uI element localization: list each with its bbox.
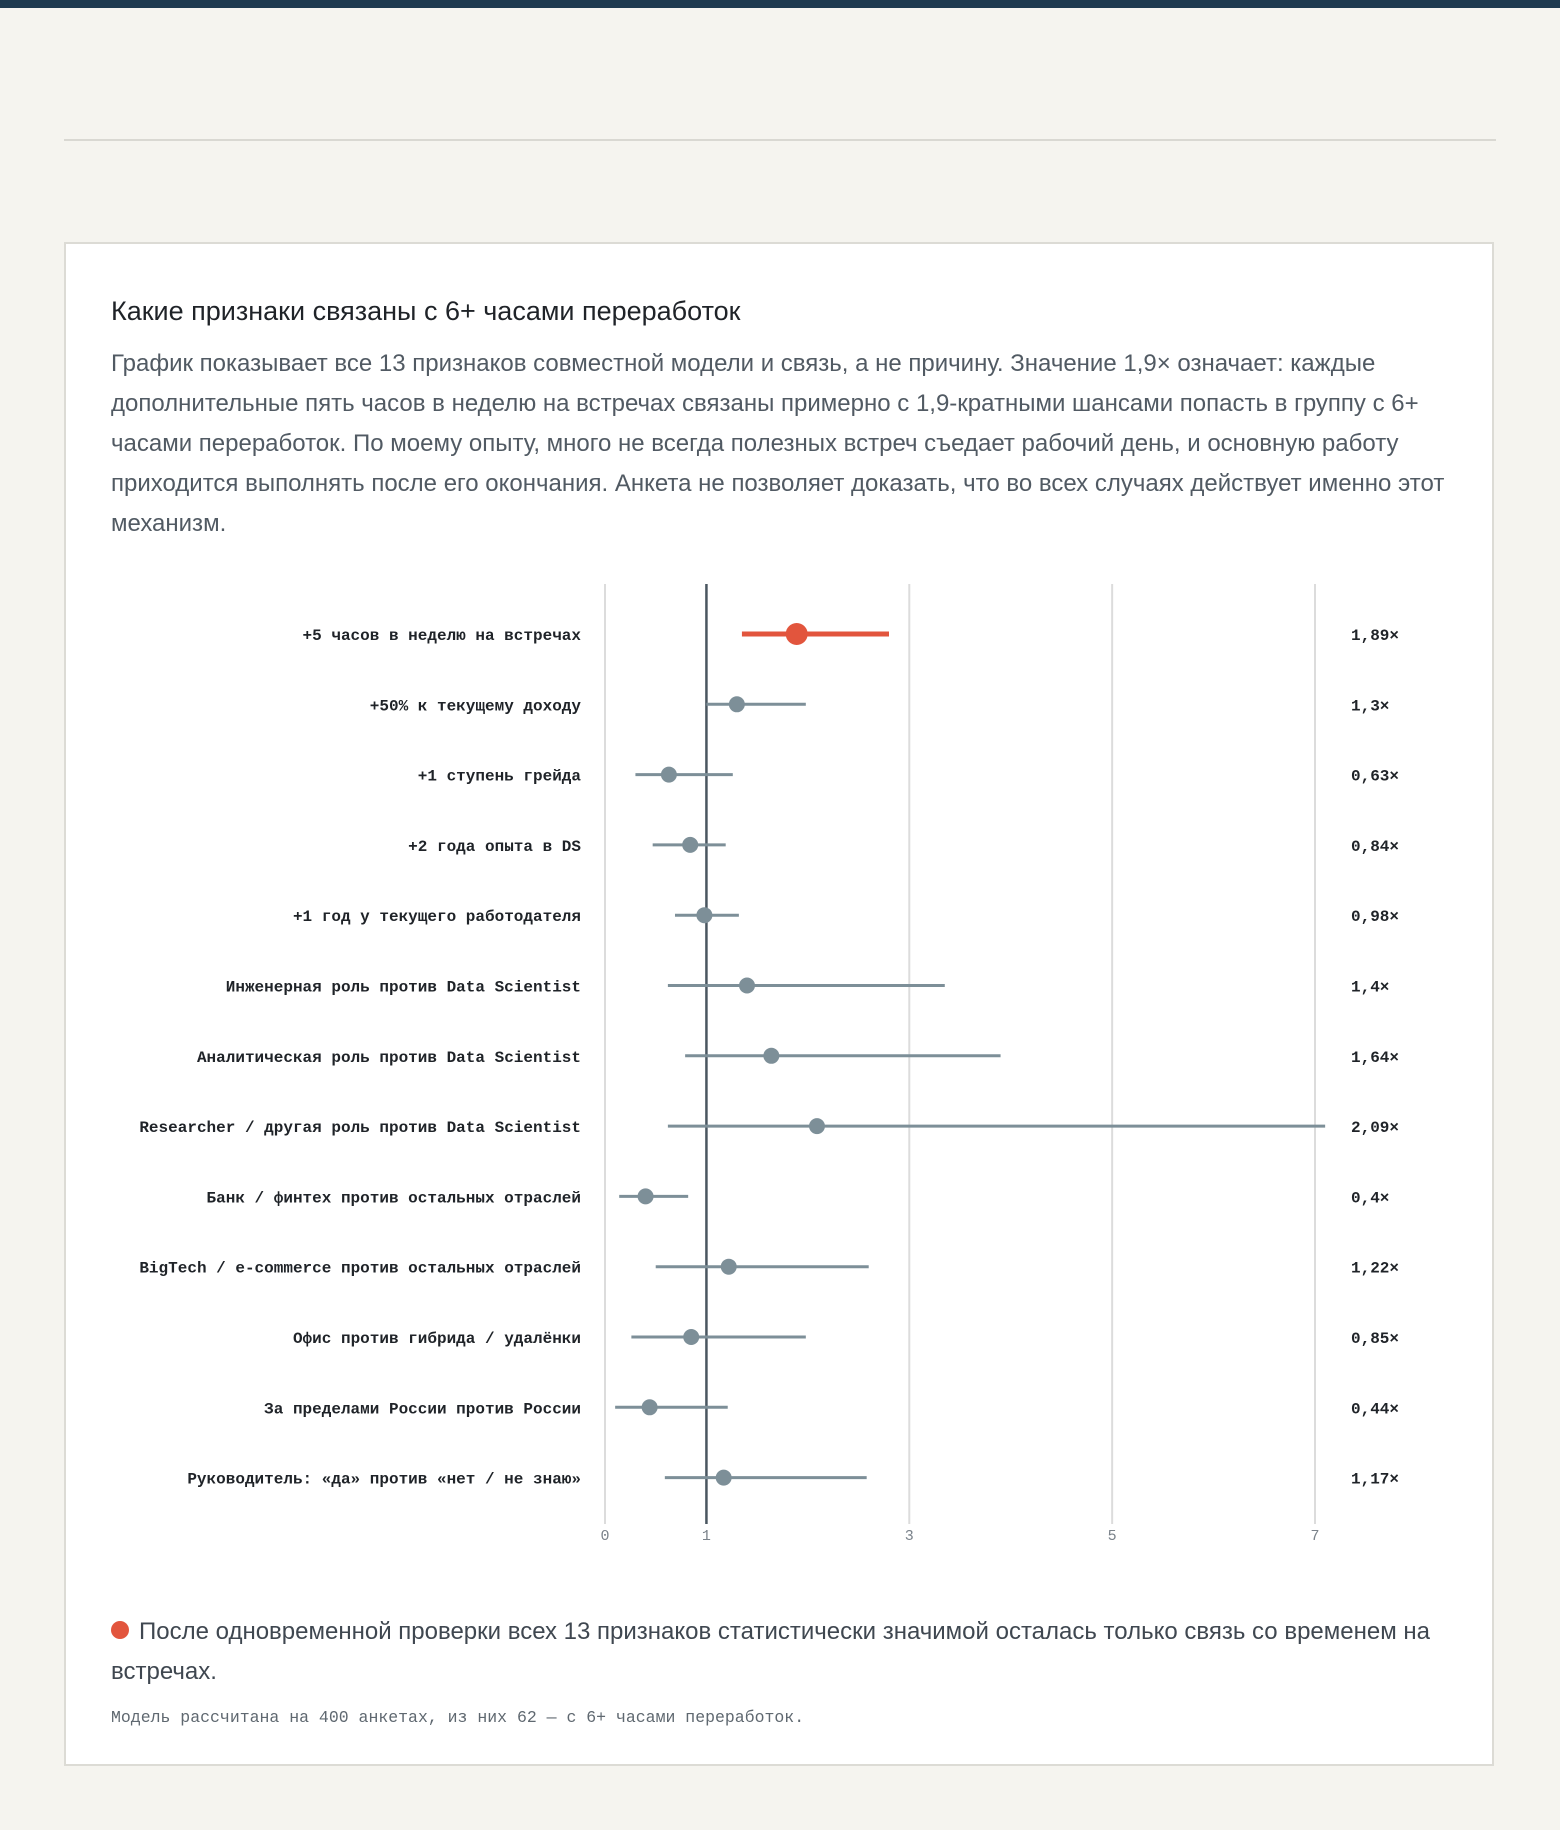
row-label: Руководитель: «да» против «нет / не знаю» [187,1470,581,1489]
estimate-point [739,978,755,994]
row-label: Researcher / другая роль против Data Scientist [139,1119,581,1138]
top-accent-bar [0,0,1560,8]
row-label: За пределами России против России [264,1400,581,1419]
value-label: 0,4× [1351,1189,1390,1208]
highlighted-estimate-point [786,623,808,645]
model-footnote: Модель рассчитана на 400 анкетах, из них 62 — с 6+ часами переработок. [111,1708,805,1727]
row-label: +2 года опыта в DS [408,837,581,856]
significance-note [111,1612,1451,1692]
row-label: +1 ступень грейда [417,767,581,786]
value-label: 0,84× [1351,837,1400,856]
value-label: 2,09× [1351,1119,1400,1138]
value-label: 0,98× [1351,908,1400,927]
x-tick-label: 7 [1310,1528,1320,1544]
estimate-point [696,907,712,923]
value-label: 1,4× [1351,978,1390,997]
estimate-point [661,767,677,783]
row-label: +1 год у текущего работодателя [292,908,581,927]
estimate-point [809,1118,825,1134]
chart-description: График показывает все 13 признаков совместной модели и связь, а не причину. Значение 1,9× означает: каждые дополнительные пять часов в неделю на встречах связаны примерно с 1,9-кратными шансами попасть в группу с 6+ часами переработок. По моему опыту, много не всегда полезных встреч съедает рабочий день, и основную работу приходится выполнять после его окончания. Анкета не позволяет доказать, что во всех случаях действует именно этот механизм. [111,350,1445,537]
row-label: Аналитическая роль против Data Scientist [196,1048,581,1067]
estimate-point [729,696,745,712]
accent-dot-icon [111,1621,129,1639]
value-label: 1,89× [1351,627,1400,645]
chart-card [64,242,1494,1766]
estimate-point [683,1329,699,1345]
x-tick-label: 3 [904,1528,914,1544]
value-label: 1,17× [1351,1470,1400,1489]
x-tick-label: 5 [1107,1528,1117,1544]
value-label: 1,3× [1351,697,1390,716]
row-label: +50% к текущему доходу [369,697,581,716]
value-label: 0,85× [1351,1330,1400,1348]
chart-title: Какие признаки связаны с 6+ часами переработок [111,296,741,326]
estimate-point [716,1470,732,1486]
value-label: 1,64× [1351,1048,1400,1067]
value-label: 0,44× [1351,1400,1400,1419]
significance-note-text: После одновременной проверки всех 13 признаков статистически значимой осталась только связь со временем на встречах. [111,1618,1430,1685]
estimate-point [763,1048,779,1064]
estimate-point [721,1259,737,1275]
value-label: 1,22× [1351,1259,1400,1278]
value-label: 0,63× [1351,767,1400,786]
header-divider [64,139,1496,141]
estimate-point [638,1188,654,1204]
x-tick-label: 0 [600,1528,610,1544]
estimate-point [642,1399,658,1415]
row-label: Банк / финтех против остальных отраслей [206,1189,581,1208]
estimate-point [682,837,698,853]
row-label: Офис против гибрида / удалёнки [292,1330,581,1348]
row-label: BigTech / e-commerce против остальных отраслей [139,1259,581,1278]
row-label: +5 часов в неделю на встречах [302,627,581,645]
x-tick-label: 1 [701,1528,711,1544]
row-label: Инженерная роль против Data Scientist [225,978,581,997]
forest-plot [66,584,1492,1544]
